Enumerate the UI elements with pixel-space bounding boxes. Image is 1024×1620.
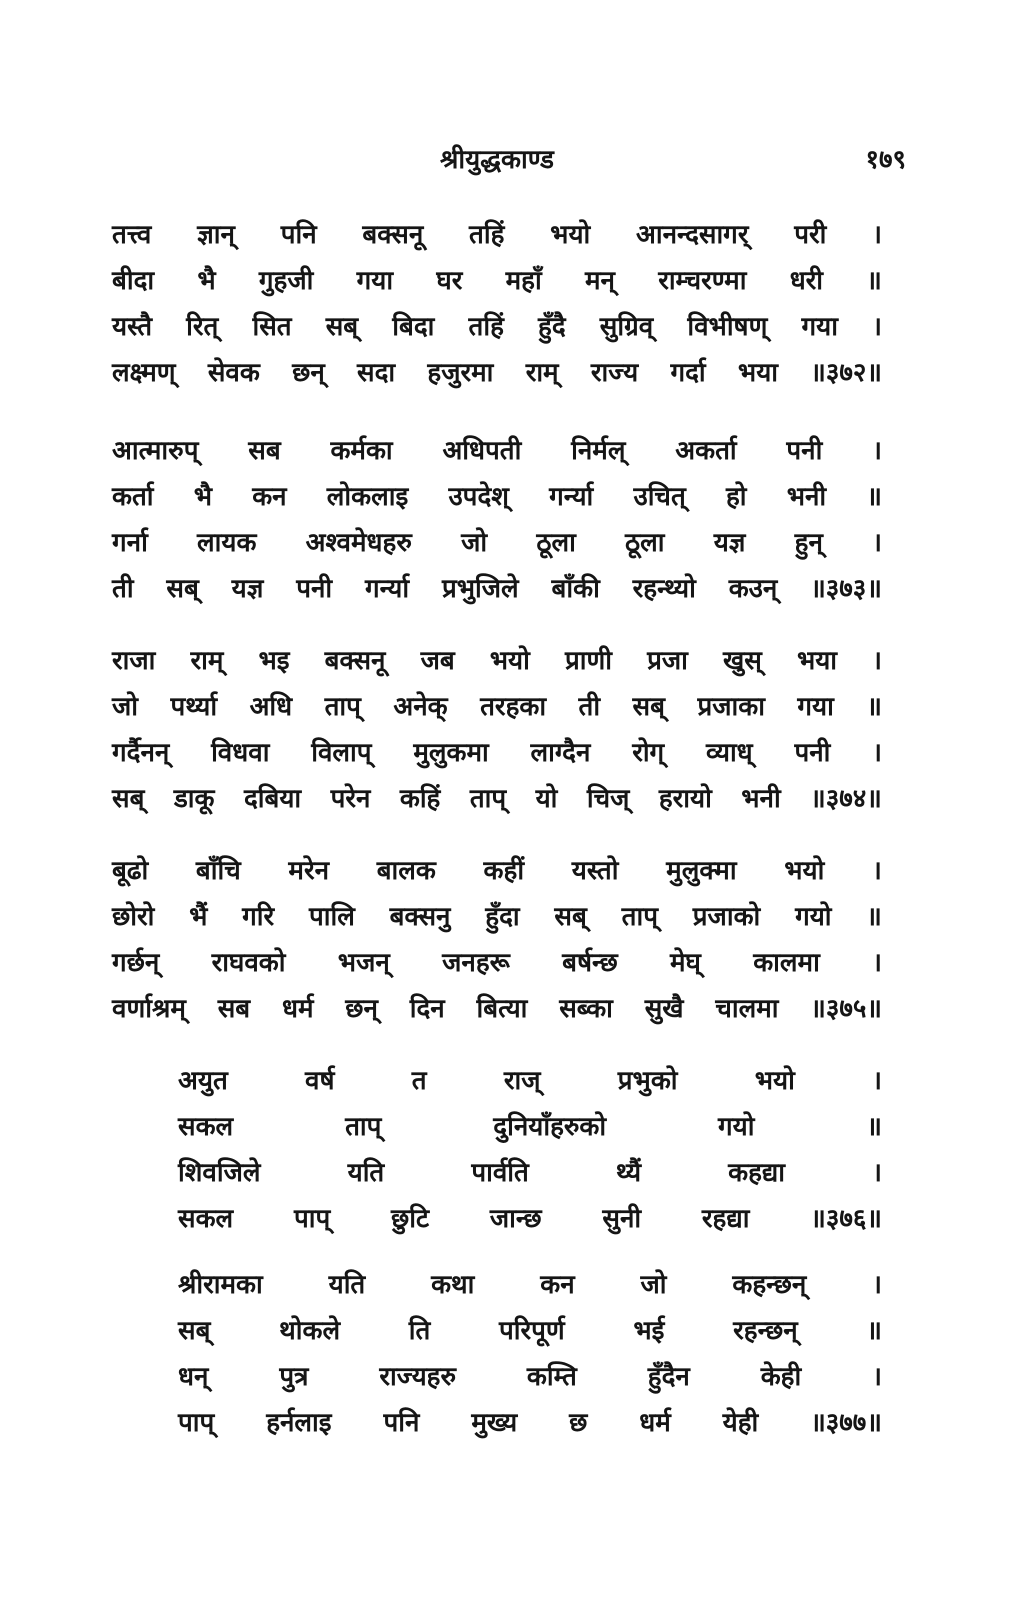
verse-word: प्रजाको: [692, 902, 761, 932]
verse-word: ताप्: [469, 784, 507, 814]
verse-word: विलाप्: [311, 738, 372, 768]
verse-word: सुग्रिव्: [599, 312, 654, 342]
verse-word: डाकू: [173, 784, 215, 814]
line-end-mark: ।: [872, 646, 882, 676]
verse-word: गर्छन्: [112, 948, 160, 978]
verse-word: राम्चरण्मा: [658, 266, 747, 296]
verse-word: ति: [408, 1316, 431, 1346]
verse-word: यज्ञ: [713, 528, 746, 558]
verse-word: गया: [356, 266, 394, 296]
verse-word: सब्: [112, 784, 145, 814]
verse-word: प्राणी: [564, 646, 613, 676]
verse-word: गर्न्या: [365, 574, 410, 604]
verse-word: महाँ: [505, 266, 542, 296]
verse-word: भया: [796, 646, 838, 676]
line-end-mark: ॥३७५॥: [810, 994, 882, 1024]
verse-word: यति: [328, 1270, 366, 1300]
verse-word: गर्न्या: [549, 482, 594, 512]
verse-word: गर्दैनन्: [112, 738, 170, 768]
verse-word: रित्: [186, 312, 219, 342]
verse-word: पाप्: [178, 1408, 215, 1438]
verse-word: पार्वति: [471, 1158, 529, 1188]
verse-word: तरहका: [480, 692, 547, 722]
verse-word: प्रजाका: [697, 692, 765, 722]
verse-word: विभीषण्: [687, 312, 768, 342]
verse-word: गुहजी: [258, 266, 314, 296]
verse-word: परेन: [330, 784, 371, 814]
line-end-mark: ॥: [866, 482, 882, 512]
verse-line: [112, 940, 882, 986]
verse-word: मुख्य: [471, 1408, 518, 1438]
line-end-mark: ॥: [866, 692, 882, 722]
verse-word: चालमा: [715, 994, 779, 1024]
verse-line: [178, 1400, 882, 1446]
verse-word: उपदेश्: [448, 482, 509, 512]
verse-word: पनि: [280, 220, 317, 250]
verse-line: [112, 474, 882, 520]
verse-line: [112, 428, 882, 474]
verse-word: पालि: [308, 902, 355, 932]
verse-word: यो: [535, 784, 558, 814]
verse-5: [178, 1058, 882, 1242]
verse-word: सब्का: [559, 994, 613, 1024]
verse-6: [178, 1262, 882, 1446]
verse-word: गयो: [718, 1112, 755, 1142]
verse-word: सब्: [166, 574, 199, 604]
verse-word: तहिं: [468, 312, 504, 342]
verse-word: कम्ति: [526, 1362, 577, 1392]
verse-word: हुँदैन: [647, 1362, 690, 1392]
verse-word: हुँदा: [485, 902, 520, 932]
verse-word: दुनियाँहरुको: [493, 1112, 607, 1142]
verse-line: [112, 684, 882, 730]
verse-word: यति: [347, 1158, 385, 1188]
verse-word: श्रीरामका: [178, 1270, 263, 1300]
verse-word: गर्दा: [670, 358, 706, 388]
verse-line: [178, 1104, 882, 1150]
verse-word: हुन्: [794, 528, 823, 558]
verse-word: कहन्छन्: [732, 1270, 807, 1300]
verse-word: बीदा: [112, 266, 155, 296]
line-end-mark: ॥: [866, 902, 882, 932]
verse-word: अधिपती: [442, 436, 522, 466]
page-number: १७९: [865, 145, 906, 175]
verse-word: कन: [252, 482, 287, 512]
verse-word: गया: [801, 312, 838, 342]
verse-word: बर्षन्छ: [562, 948, 618, 978]
verse-word: सब्: [632, 692, 665, 722]
verse-word: सब्: [554, 902, 587, 932]
verse-word: जो: [461, 528, 488, 558]
verse-word: छोरो: [112, 902, 155, 932]
verse-word: भई: [633, 1316, 665, 1346]
verse-word: पनि: [383, 1408, 420, 1438]
verse-word: लायक: [197, 528, 257, 558]
verse-word: शिवजिले: [178, 1158, 261, 1188]
verse-line: [112, 986, 882, 1032]
verse-word: कहिं: [399, 784, 441, 814]
verse-word: हुँदै: [538, 312, 566, 342]
verse-word: ती: [112, 574, 134, 604]
verse-word: भै: [193, 482, 212, 512]
verse-line: [178, 1262, 882, 1308]
verse-word: सब: [248, 436, 281, 466]
line-end-mark: ।: [872, 436, 882, 466]
verse-word: सुखै: [644, 994, 684, 1024]
verse-word: छन्: [345, 994, 378, 1024]
line-end-mark: ।: [872, 312, 882, 342]
verse-word: केही: [760, 1362, 802, 1392]
verse-word: जो: [112, 692, 139, 722]
verse-word: अधि: [249, 692, 293, 722]
verse-word: रहन्छन्: [733, 1316, 798, 1346]
verse-word: ताप्: [345, 1112, 382, 1142]
verse-word: धन्: [178, 1362, 209, 1392]
verse-word: येही: [722, 1408, 759, 1438]
verse-word: कहद्या: [728, 1158, 786, 1188]
line-end-mark: ॥३७७॥: [810, 1408, 882, 1438]
verse-word: यस्तै: [112, 312, 153, 342]
verse-word: खुस्: [723, 646, 762, 676]
verse-word: राज्य: [590, 358, 639, 388]
verse-word: थ्यैं: [615, 1158, 642, 1188]
line-end-mark: ॥३७३॥: [810, 574, 882, 604]
verse-word: भै: [197, 266, 216, 296]
verse-line: [112, 520, 882, 566]
verse-word: सब्: [178, 1316, 211, 1346]
verse-word: लोकलाइ: [326, 482, 409, 512]
verse-word: ठूला: [625, 528, 665, 558]
verse-line: [112, 212, 882, 258]
verse-word: भया: [737, 358, 779, 388]
verse-word: ताप्: [324, 692, 361, 722]
line-end-mark: ॥३७२॥: [810, 358, 882, 388]
verse-word: सेवक: [207, 358, 260, 388]
verse-word: सब: [217, 994, 251, 1024]
verse-word: वर्ष: [305, 1066, 335, 1096]
line-end-mark: ।: [872, 1158, 882, 1188]
verse-word: निर्मल्: [571, 436, 626, 466]
verse-word: गया: [797, 692, 834, 722]
verse-line: [178, 1150, 882, 1196]
verse-word: चिज्: [586, 784, 630, 814]
verse-word: त: [411, 1066, 427, 1096]
verse-word: मुलुकमा: [413, 738, 489, 768]
verse-word: सित: [252, 312, 292, 342]
verse-word: अनेक्: [393, 692, 448, 722]
verse-word: पनी: [786, 436, 823, 466]
verse-word: धर्म: [281, 994, 314, 1024]
line-end-mark: ।: [872, 220, 882, 250]
verse-word: लक्ष्मण्: [112, 358, 176, 388]
verse-word: कालमा: [753, 948, 820, 978]
verse-word: प्रभुको: [617, 1066, 678, 1096]
verse-word: गरि: [242, 902, 275, 932]
verse-word: दबिया: [243, 784, 302, 814]
verse-word: बाँकी: [551, 574, 600, 604]
running-title: श्रीयुद्धकाण्ड: [440, 145, 554, 175]
verse-word: मेघ्: [669, 948, 701, 978]
verse-word: रहद्या: [701, 1204, 750, 1234]
verse-word: ठूला: [536, 528, 576, 558]
verse-word: हजुरमा: [427, 358, 494, 388]
verse-line: [112, 894, 882, 940]
verse-word: भयो: [784, 856, 825, 886]
verse-word: भयो: [489, 646, 530, 676]
verse-word: लाग्दैन: [530, 738, 591, 768]
verse-word: भयो: [754, 1066, 795, 1096]
verse-line: [178, 1354, 882, 1400]
verse-word: तहिं: [469, 220, 505, 250]
verse-word: विधवा: [211, 738, 270, 768]
verse-word: छुटि: [391, 1204, 430, 1234]
verse-word: थोकले: [279, 1316, 341, 1346]
verse-word: बक्सनू: [324, 646, 386, 676]
verse-word: अश्वमेधहरु: [305, 528, 412, 558]
verse-line: [112, 304, 882, 350]
verse-word: भनी: [786, 482, 827, 512]
line-end-mark: ।: [872, 856, 882, 886]
verse-word: जनहरू: [442, 948, 510, 978]
verse-word: परी: [794, 220, 827, 250]
verse-line: [178, 1308, 882, 1354]
line-end-mark: ॥३७४॥: [810, 784, 882, 814]
verse-word: कर्ता: [112, 482, 154, 512]
verse-word: राम्: [190, 646, 224, 676]
verse-word: अकर्ता: [675, 436, 737, 466]
verse-word: मन्: [584, 266, 615, 296]
verse-line: [112, 258, 882, 304]
verse-word: छ: [569, 1408, 588, 1438]
verse-word: कथा: [431, 1270, 475, 1300]
verse-word: मुलुक्मा: [666, 856, 737, 886]
verse-word: सुनी: [602, 1204, 642, 1234]
verse-word: तत्त्व: [112, 220, 152, 250]
verse-word: यस्तो: [571, 856, 619, 886]
line-end-mark: ।: [872, 738, 882, 768]
line-end-mark: ।: [872, 948, 882, 978]
verse-word: जो: [640, 1270, 667, 1300]
line-end-mark: ॥३७६॥: [810, 1204, 882, 1234]
verse-2: [112, 428, 882, 612]
verse-word: ती: [578, 692, 601, 722]
verse-word: सकल: [178, 1112, 234, 1142]
verse-word: व्याध्: [705, 738, 753, 768]
verse-word: प्रभुजिले: [441, 574, 519, 604]
verse-line: [112, 350, 882, 396]
verse-word: पुत्र: [279, 1362, 309, 1392]
verse-1: [112, 212, 882, 396]
verse-word: जब: [420, 646, 455, 676]
verse-line: [112, 730, 882, 776]
verse-word: अयुत: [178, 1066, 228, 1096]
verse-word: गर्ना: [112, 528, 148, 558]
verse-word: कउन्: [728, 574, 778, 604]
verse-word: यज्ञ: [231, 574, 264, 604]
verse-word: सब्: [325, 312, 359, 342]
verse-3: [112, 638, 882, 822]
verse-word: बक्सनु: [389, 902, 451, 932]
verse-word: भजन्: [337, 948, 390, 978]
verse-word: धर्म: [639, 1408, 671, 1438]
verse-word: भइ: [258, 646, 290, 676]
verse-word: आनन्दसागर्: [636, 220, 749, 250]
verse-line: [178, 1058, 882, 1104]
line-end-mark: ॥: [866, 266, 882, 296]
line-end-mark: ॥: [866, 1112, 882, 1142]
verse-word: भैं: [189, 902, 208, 932]
verse-line: [112, 776, 882, 822]
verse-word: कन: [540, 1270, 575, 1300]
verse-word: भयो: [550, 220, 591, 250]
verse-word: कहीं: [483, 856, 525, 886]
verse-word: रोग्: [632, 738, 665, 768]
verse-word: बालक: [376, 856, 436, 886]
verse-word: गयो: [795, 902, 832, 932]
page-header: [0, 140, 1024, 180]
verse-line: [112, 848, 882, 894]
verse-word: पर्थ्या: [170, 692, 218, 722]
verse-word: सदा: [357, 358, 396, 388]
line-end-mark: ।: [872, 1270, 882, 1300]
verse-word: ताप्: [621, 902, 658, 932]
line-end-mark: ॥: [866, 1316, 882, 1346]
verse-word: राजा: [112, 646, 156, 676]
verse-word: राम्: [525, 358, 559, 388]
verse-word: प्रजा: [647, 646, 688, 676]
verse-word: सकल: [178, 1204, 234, 1234]
verse-word: दिन: [409, 994, 445, 1024]
verse-word: धरी: [789, 266, 824, 296]
line-end-mark: ।: [872, 528, 882, 558]
verse-word: आत्मारुप्: [112, 436, 199, 466]
verse-word: बूढो: [112, 856, 149, 886]
verse-word: वर्णाश्रम्: [112, 994, 186, 1024]
verse-4: [112, 848, 882, 1032]
verse-word: बिदा: [392, 312, 435, 342]
verse-word: रहन्थ्यो: [632, 574, 696, 604]
verse-word: पाप्: [293, 1204, 331, 1234]
verse-word: छन्: [292, 358, 325, 388]
verse-word: हो: [725, 482, 747, 512]
verse-word: राज्: [503, 1066, 541, 1096]
verse-word: राघवको: [211, 948, 286, 978]
verse-word: राज्यहरु: [379, 1362, 457, 1392]
verse-word: बाँचि: [195, 856, 241, 886]
verse-word: हरायो: [658, 784, 712, 814]
verse-line: [112, 638, 882, 684]
verse-line: [112, 566, 882, 612]
verse-word: उचित्: [633, 482, 686, 512]
verse-word: घर: [436, 266, 463, 296]
verse-word: पनी: [296, 574, 333, 604]
line-end-mark: ।: [872, 1066, 882, 1096]
line-end-mark: ।: [872, 1362, 882, 1392]
verse-word: ज्ञान्: [197, 220, 235, 250]
verse-word: परिपूर्ण: [499, 1316, 565, 1346]
verse-word: भनी: [741, 784, 781, 814]
verse-word: जान्छ: [489, 1204, 542, 1234]
verse-word: हर्नलाइ: [266, 1408, 332, 1438]
verse-line: [178, 1196, 882, 1242]
verse-word: पनी: [794, 738, 831, 768]
verse-word: मरेन: [288, 856, 330, 886]
verse-word: बित्या: [476, 994, 528, 1024]
verse-word: बक्सनू: [362, 220, 424, 250]
verse-word: कर्मका: [330, 436, 393, 466]
